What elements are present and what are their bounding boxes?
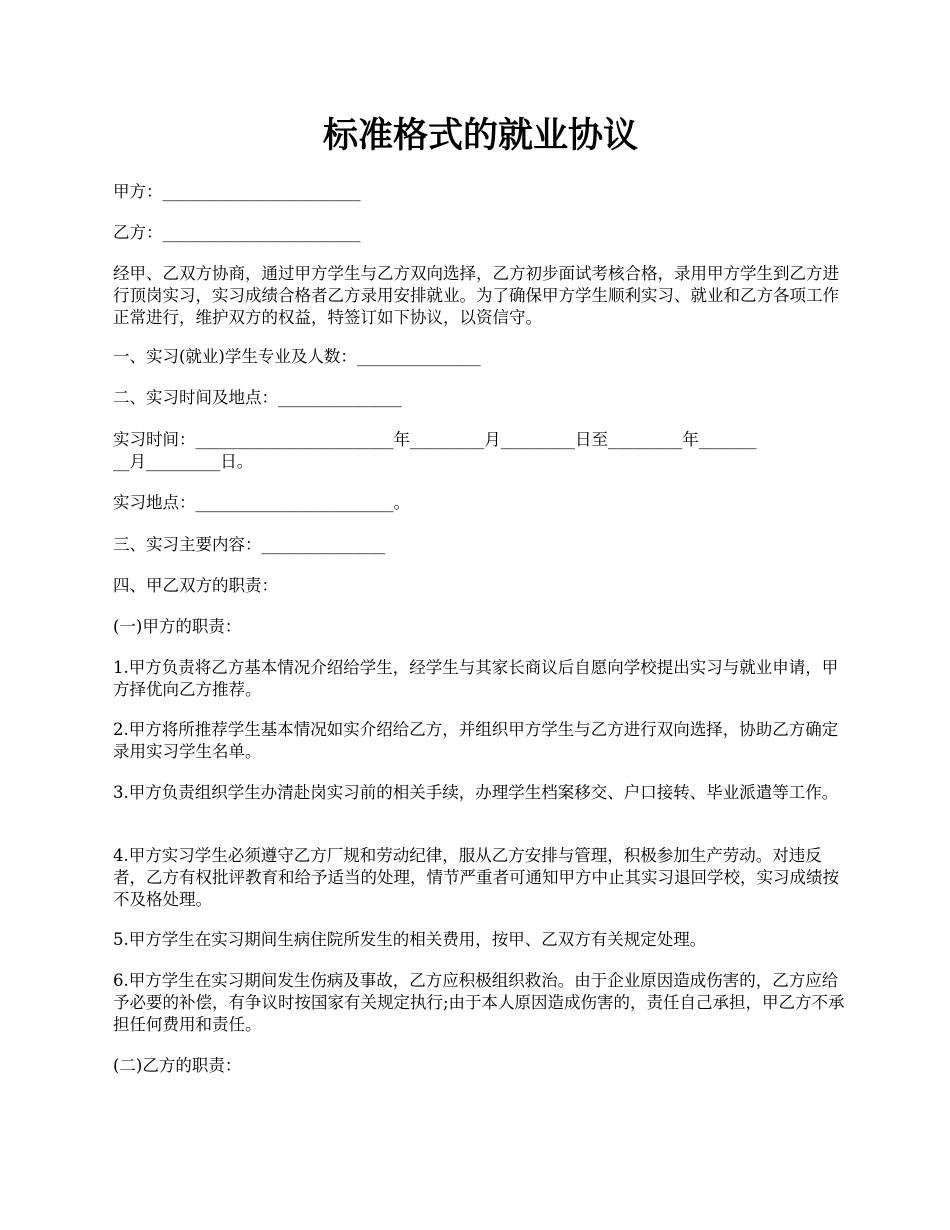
party-a-duty-2: 2.甲方将所推荐学生基本情况如实介绍给乙方，并组织甲方学生与乙方进行双向选择，协助乙方确定录用实习学生名单。	[113, 720, 839, 761]
party-a-duty-6: 6.甲方学生在实习期间发生伤病及事故，乙方应积极组织救治。由于企业原因造成伤害的，乙方应给予必要的补偿，有争议时按国家有关规定执行;由于本人原因造成伤害的，责任自己承担，甲乙方不承担任何费用和责任。	[113, 971, 845, 1034]
internship-period-line-1: 实习时间：________________________年_________月_________日至_________年_______	[113, 430, 757, 449]
section-2-heading: 二、实习时间及地点：_______________	[113, 388, 402, 407]
internship-period-line-2: __月_________日。	[113, 452, 254, 471]
intro-paragraph: 经甲、乙双方协商，通过甲方学生与乙方双向选择，乙方初步面试考核合格，录用甲方学生到乙方进行顶岗实习，实习成绩合格者乙方录用安排就业。为了确保甲方学生顺利实习、就业和乙方各项工作正常进行，维护双方的权益，特签订如下协议，以资信守。	[113, 264, 839, 327]
party-a-duty-1: 1.甲方负责将乙方基本情况介绍给学生，经学生与其家长商议后自愿向学校提出实习与就业申请，甲方择优向乙方推荐。	[113, 658, 839, 699]
party-a-duty-5: 5.甲方学生在实习期间生病住院所发生的相关费用，按甲、乙双方有关规定处理。	[113, 930, 707, 949]
document-title: 标准格式的就业协议	[322, 116, 638, 156]
party-a-duty-4: 4.甲方实习学生必须遵守乙方厂规和劳动纪律，服从乙方安排与管理，积极参加生产劳动。对违反者，乙方有权批评教育和给予适当的处理，情节严重者可通知甲方中止其实习退回学校，实习成绩按不及格处理。	[113, 846, 839, 909]
internship-location-line: 实习地点：________________________。	[113, 493, 410, 512]
party-b-duties-heading: (二)乙方的职责：	[113, 1056, 242, 1075]
party-a-line: 甲方：________________________	[113, 182, 361, 201]
section-1-heading: 一、实习(就业)学生专业及人数：_______________	[113, 347, 481, 366]
party-a-duties-heading: (一)甲方的职责：	[113, 617, 242, 636]
party-b-line: 乙方：________________________	[113, 223, 361, 242]
section-3-heading: 三、实习主要内容：_______________	[113, 535, 386, 554]
party-a-duty-3: 3.甲方负责组织学生办清赴岗实习前的相关手续，办理学生档案移交、户口接转、毕业派遣等工作。	[113, 783, 839, 802]
section-4-heading: 四、甲乙双方的职责：	[113, 576, 278, 595]
